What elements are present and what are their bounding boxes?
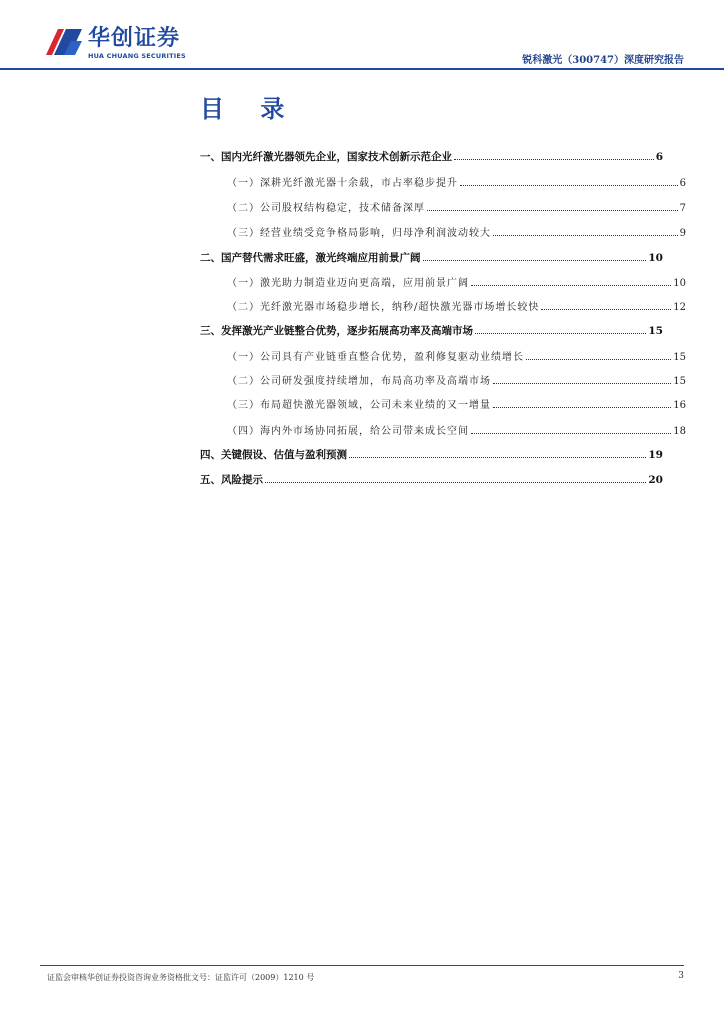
toc-leader-dots — [493, 374, 671, 384]
toc-section-entry[interactable] — [200, 251, 663, 265]
huachuang-logo-icon — [44, 25, 84, 59]
toc-leader-dots — [526, 350, 671, 360]
toc-subsection-entry[interactable] — [227, 276, 686, 291]
toc-leader-dots — [493, 398, 671, 408]
toc-subsection-entry[interactable] — [227, 374, 686, 389]
toc-leader-dots — [265, 473, 646, 483]
toc-entry-page: 10 — [673, 278, 686, 289]
toc-leader-dots — [427, 201, 678, 211]
toc-leader-dots — [454, 150, 654, 160]
toc-entry-page: 9 — [679, 228, 686, 239]
toc-leader-dots — [423, 251, 647, 261]
logo-chinese-name: 华创证券 — [88, 26, 181, 51]
toc-entry-title: （三）经营业绩受竞争格局影响，归母净利润波动较大 — [227, 228, 491, 239]
toc-leader-dots — [460, 176, 678, 186]
toc-entry-page: 20 — [648, 474, 663, 486]
toc-entry-page: 18 — [673, 426, 686, 437]
toc-entry-title: （一）公司具有产业链垂直整合优势，盈利修复驱动业绩增长 — [227, 352, 524, 363]
toc-entry-page: 15 — [673, 352, 686, 363]
toc-entry-title: （四）海内外市场协同拓展，给公司带来成长空间 — [227, 426, 469, 437]
toc-leader-dots — [541, 300, 671, 310]
toc-subsection-entry[interactable] — [227, 398, 686, 413]
toc-entry-title: 四、关键假设、估值与盈利预测 — [200, 449, 347, 461]
toc-leader-dots — [349, 448, 646, 458]
toc-entry-title: 三、发挥激光产业链整合优势，逐步拓展高功率及高端市场 — [200, 325, 473, 337]
header-divider — [0, 68, 724, 70]
toc-title: 目 录 — [200, 94, 299, 123]
toc-leader-dots — [475, 324, 646, 334]
toc-entry-title: （一）深耕光纤激光器十余载，市占率稳步提升 — [227, 178, 458, 189]
toc-leader-dots — [471, 424, 671, 434]
toc-entry-title: （二）光纤激光器市场稳步增长，纳秒/超快激光器市场增长较快 — [227, 302, 540, 313]
toc-entry-title: 二、国产替代需求旺盛，激光终端应用前景广阔 — [200, 252, 421, 264]
toc-subsection-entry[interactable] — [227, 300, 686, 315]
report-title: 锐科激光（300747）深度研究报告 — [522, 55, 684, 66]
toc-entry-title: 一、国内光纤激光器领先企业，国家技术创新示范企业 — [200, 151, 452, 163]
toc-leader-dots — [493, 226, 678, 236]
toc-section-entry[interactable] — [200, 150, 663, 164]
footer-license-text: 证监会审核华创证券投资咨询业务资格批文号：证监许可（2009）1210 号 — [47, 973, 315, 982]
toc-section-entry[interactable] — [200, 448, 663, 462]
page-header — [0, 0, 724, 72]
logo-english-name: HUA CHUANG SECURITIES — [88, 52, 186, 60]
toc-entry-title: （一）激光助力制造业迈向更高端，应用前景广阔 — [227, 278, 469, 289]
toc-subsection-entry[interactable] — [227, 350, 686, 365]
toc-entry-page: 10 — [648, 252, 663, 264]
toc-leader-dots — [471, 276, 671, 286]
toc-subsection-entry[interactable] — [227, 424, 686, 439]
toc-entry-title: （三）布局超快激光器领域，公司未来业绩的又一增量 — [227, 400, 491, 411]
company-logo — [44, 25, 234, 65]
toc-entry-page: 6 — [655, 151, 663, 163]
toc-entry-page: 12 — [673, 302, 686, 313]
toc-entry-title: （二）公司研发强度持续增加，布局高功率及高端市场 — [227, 376, 491, 387]
toc-entry-page: 15 — [648, 325, 663, 337]
toc-entry-page: 15 — [673, 376, 686, 387]
toc-entry-page: 7 — [679, 203, 686, 214]
toc-subsection-entry[interactable] — [227, 176, 686, 191]
toc-entry-page: 16 — [673, 400, 686, 411]
toc-section-entry[interactable] — [200, 473, 663, 487]
toc-entry-page: 6 — [679, 178, 686, 189]
toc-entry-title: 五、风险提示 — [200, 474, 263, 486]
toc-entry-page: 19 — [648, 449, 663, 461]
footer-divider — [40, 965, 684, 966]
page-number: 3 — [678, 971, 684, 981]
toc-entry-title: （二）公司股权结构稳定，技术储备深厚 — [227, 203, 425, 214]
toc-subsection-entry[interactable] — [227, 226, 686, 241]
toc-subsection-entry[interactable] — [227, 201, 686, 216]
toc-section-entry[interactable] — [200, 324, 663, 338]
